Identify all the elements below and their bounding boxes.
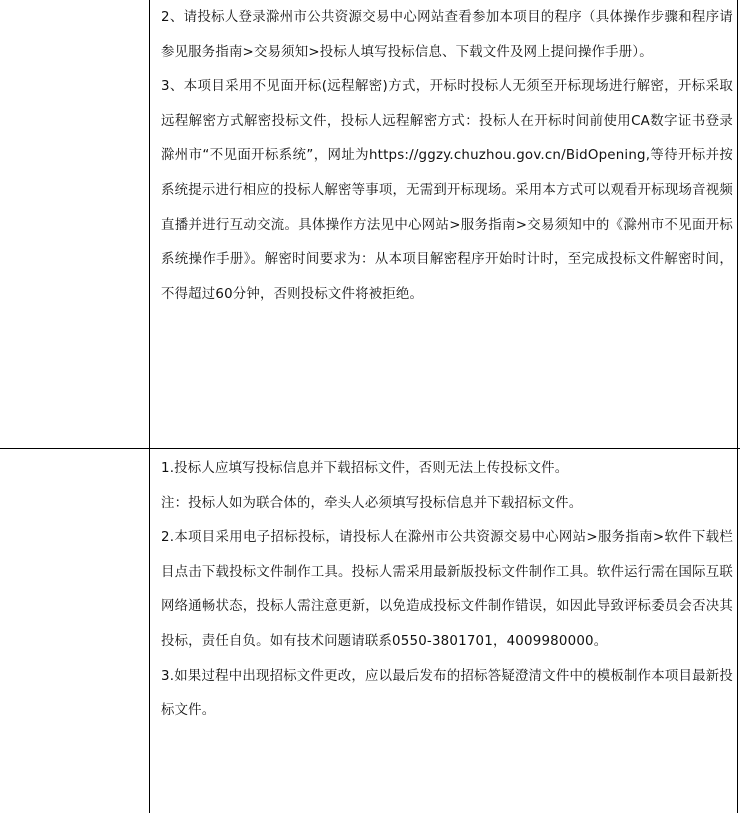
row-content-cell [150, 0, 738, 448]
paragraph-download-tender: 1.投标人应填写投标信息并下载招标文件，否则无法上传投标文件。 [161, 461, 569, 476]
row-content-cell [150, 449, 738, 813]
paragraph-consortium-note: 注：投标人如为联合体的，牵头人必须填写投标信息并下载招标文件。 [161, 495, 583, 511]
row-label-cell [0, 449, 150, 813]
paragraph-login-procedure: 2、请投标人登录滁州市公共资源交易中心网站查看参加本项目的程序（具体操作步骤和程序请参见服务指南>交易须知>投标人填写投标信息、下载文件及网上提问操作手册）。 [161, 10, 733, 60]
table-row [0, 449, 740, 813]
paragraph-remote-decryption: 3、本项目采用不见面开标(远程解密)方式，开标时投标人无须至开标现场进行解密，开标采取远程解密方式解密投标文件，投标人远程解密方式：投标人在开标时间前使用CA数字证书登录滁州市“不见面开标系统”，网址为https://ggzy.chuzhou.gov.cn/BidOpening,等待开标并按系统提示进行相应的投标人解密等事项，无需到开标现场。采用本方式可以观看开标现场音视频直播并进行互动交流。具体操作方法见中心网站>服务指南>交易须知中的《滁州市不见面开标系统操作手册》。解密时间要求为：从本项目解密程序开始时计时，至完成投标文件解密时间，不得超过60分钟，否则投标文件将被拒绝。 [161, 79, 733, 302]
paragraph-document-changes: 3.如果过程中出现招标文件更改，应以最后发布的招标答疑澄清文件中的模板制作本项目最新投标文件。 [161, 668, 733, 719]
paragraph-electronic-bidding: 2.本项目采用电子招标投标，请投标人在滁州市公共资源交易中心网站>服务指南>软件下载栏目点击下载投标文件制作工具。投标人需采用最新版投标文件制作工具。软件运行需在国际互联网络通畅状态，投标人需注意更新，以免造成投标文件制作错误，如因此导致评标委员会否决其投标，责任自负。如有技术问题请联系0550-3801701，4009980000。 [161, 530, 733, 649]
row-label-cell [0, 0, 150, 448]
